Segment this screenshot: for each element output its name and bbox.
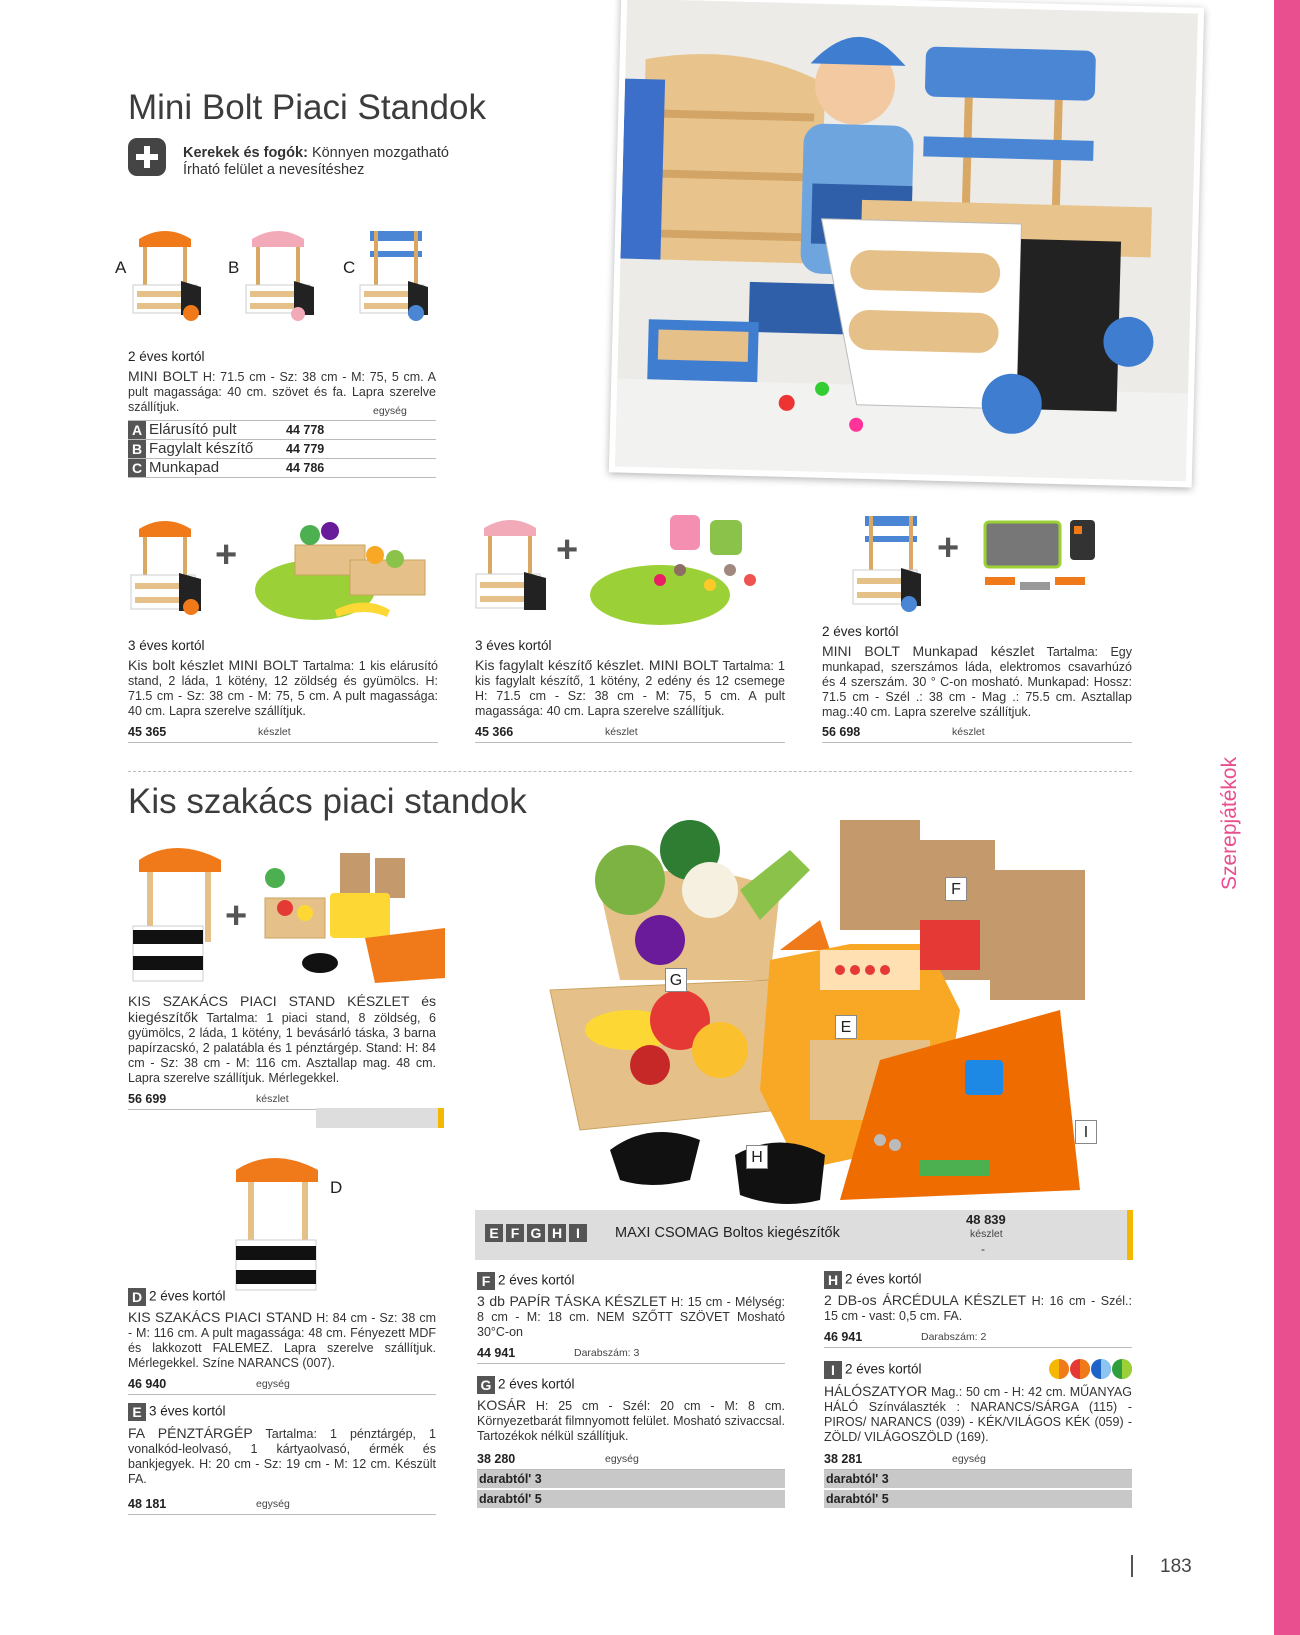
item-h-letter: H	[824, 1271, 842, 1289]
maxi-accent-bar	[1127, 1210, 1133, 1260]
item-f-age: 2 éves kortól	[498, 1272, 575, 1288]
variant-label-c: C	[343, 258, 356, 277]
item-g-tier-5: darabtól' 5	[477, 1490, 785, 1508]
item-f-header	[477, 1272, 575, 1290]
section1-age: 2 éves kortól	[128, 349, 205, 364]
item-g-unit: egység	[605, 1453, 639, 1465]
section2-set-image	[125, 838, 450, 988]
page-number: 183	[1160, 1556, 1192, 1577]
item-h-unit: Darabszám: 2	[921, 1331, 987, 1343]
hero-photo-illustration	[615, 0, 1198, 481]
set3-code: 56 698	[822, 725, 861, 739]
item-g-header	[477, 1376, 575, 1394]
item-d-desc: H: 84 cm - Sz: 38 cm - M: 116 cm. A pult magassága: 48 cm. Fényezett MDF és lakkozott FALEMEZ. Lapra szerelve szállítjuk. Mérlegekkel. Színe NARANCS (007).	[128, 1311, 436, 1370]
photo-tag-f: F	[945, 877, 967, 901]
item-h-desc: H: 16 cm - Szél.: 15 cm - vast: 0,5 cm. FA.	[824, 1294, 1132, 1323]
accessories-illustration	[540, 810, 1125, 1210]
maxi-letter: F	[506, 1224, 524, 1242]
set2-desc: Tartalma: 1 kis fagylalt készítő, 1 kötény, 2 edény és 12 csemege H: 71.5 cm - Sz: 38 cm - M: 75, 5 cm. A pult magassága: 40 cm. Lapra szerelve szállítjuk.	[475, 659, 785, 718]
item-e-header	[128, 1403, 226, 1421]
set3-image	[845, 512, 1105, 622]
item-h-age: 2 éves kortól	[845, 1271, 922, 1287]
stand-d-image	[228, 1148, 338, 1293]
set2-age: 3 éves kortól	[475, 638, 552, 653]
item-e-description	[128, 1426, 436, 1487]
product-name: MINI BOLT	[128, 368, 199, 384]
section2-title: Kis szakács piaci standok	[128, 782, 527, 821]
item-d-header	[128, 1288, 226, 1306]
maxi-letter: G	[527, 1224, 545, 1242]
item-g-description	[477, 1398, 785, 1444]
item-i-name: HÁLÓSZATYOR	[824, 1383, 928, 1399]
item-d-unit: egység	[256, 1378, 290, 1390]
svg-text:+: +	[556, 529, 579, 571]
hero-photo	[609, 0, 1204, 488]
section2-set-desc: Tartalma: 1 piaci stand, 8 zöldség, 6 gyümölcs, 2 láda, 1 kötény, 1 bevásárló táska, 3 barna papírzacskó, 2 palatábla és 1 pénztárgép. Stand: H: 84 cm - Sz: 38 cm - M: 116 cm. Asztallap mag. 48 cm. Lapra szerelve szállítjuk. Mérlegekkel.	[128, 1011, 436, 1085]
item-d-description	[128, 1310, 436, 1371]
variant-name: Fagylalt készítő	[149, 440, 254, 458]
accessories-photo	[540, 810, 1125, 1210]
set1-name: Kis bolt készlet MINI BOLT	[128, 657, 299, 673]
set2-code-row	[475, 723, 785, 743]
photo-tag-i: I	[1075, 1120, 1097, 1144]
item-f-code: 44 941	[477, 1346, 516, 1360]
item-e-unit: egység	[256, 1498, 290, 1510]
item-e-code-row	[128, 1495, 436, 1515]
section2-set-description	[128, 994, 436, 1086]
item-e-name: FA PÉNZTÁRGÉP	[128, 1425, 253, 1441]
item-d-name: KIS SZAKÁCS PIACI STAND	[128, 1309, 313, 1325]
item-g-age: 2 éves kortól	[498, 1376, 575, 1392]
item-d-code: 46 940	[128, 1377, 167, 1391]
maxi-letter: H	[548, 1224, 566, 1242]
item-i-unit: egység	[952, 1453, 986, 1465]
item-i-code: 38 281	[824, 1452, 863, 1466]
set1-code-row	[128, 723, 438, 743]
item-f-name: 3 db PAPÍR TÁSKA KÉSZLET	[477, 1293, 667, 1309]
variant-label-b: B	[228, 258, 240, 277]
item-g-code: 38 280	[477, 1452, 516, 1466]
item-g-tier-3: darabtól' 3	[477, 1470, 785, 1488]
item-e-age: 3 éves kortól	[149, 1403, 226, 1419]
item-i-code-row	[824, 1450, 1132, 1470]
svg-text:+: +	[937, 527, 960, 569]
unit-header: egység	[373, 405, 407, 417]
set2-name: Kis fagylalt készítő készlet. MINI BOLT	[475, 657, 719, 673]
set2-code: 45 366	[475, 725, 514, 739]
variant-letter: A	[128, 421, 146, 439]
item-g-desc: H: 25 cm - Szél: 20 cm - M: 8 cm. Környezetbarát filmnyomott felület. Mosható szivaccsal. Tartozékok nélkül szállítjuk.	[477, 1399, 785, 1443]
set2-image	[470, 510, 790, 635]
item-d-letter: D	[128, 1288, 146, 1306]
variant-label-a: A	[115, 258, 127, 277]
section2-set-code-row	[128, 1090, 436, 1110]
set1-description	[128, 658, 438, 719]
item-i-tier-3: darabtól' 3	[824, 1470, 1132, 1488]
item-e-desc: Tartalma: 1 pénztárgép, 1 vonalkód-leolvasó, 1 kártyaolvasó, érmék és bankjegyek. H: 20 cm - Sz: 19 cm - M: 12 cm. Készült FA.	[128, 1427, 437, 1486]
maxi-letter: I	[569, 1224, 587, 1242]
price-accent-bar	[438, 1108, 444, 1128]
item-f-code-row	[477, 1344, 785, 1364]
variant-name: Munkapad	[149, 459, 220, 477]
item-h-description	[824, 1293, 1132, 1324]
maxi-dash: -	[981, 1242, 985, 1256]
item-f-unit: Darabszám: 3	[574, 1347, 640, 1359]
price-placeholder-bar	[316, 1108, 438, 1128]
set1-age: 3 éves kortól	[128, 638, 205, 653]
item-i-description	[824, 1384, 1132, 1445]
set3-description	[822, 644, 1132, 720]
item-e-code: 48 181	[128, 1497, 167, 1511]
variant-code: 44 786	[286, 461, 325, 475]
item-h-code-row	[824, 1328, 1132, 1348]
feature-note	[183, 145, 449, 179]
maxi-letter: E	[485, 1224, 503, 1242]
plus-icon	[128, 138, 166, 176]
item-h-code: 46 941	[824, 1330, 863, 1344]
item-g-name: KOSÁR	[477, 1397, 527, 1413]
set2-unit: készlet	[605, 726, 638, 738]
item-i-desc: Mag.: 50 cm - H: 42 cm. MŰANYAG HÁLÓ Színválaszték : NARANCS/SÁRGA (115) - PIROS/ NARANCS (039) - KÉK/VILÁGOS KÉK (059) - ZÖLD/ VILÁGOSZÖLD (169).	[824, 1385, 1132, 1444]
section-divider	[128, 771, 1132, 772]
maxi-code: 48 839	[966, 1212, 1006, 1227]
set1-unit: készlet	[258, 726, 291, 738]
photo-tag-e: E	[835, 1015, 857, 1039]
set1-desc: Tartalma: 1 kis elárusító stand, 2 láda, 1 kötény, 12 zöldség és gyümölcs. H: 71.5 cm - Sz: 38 cm - M: 75, 5 cm. A pult magassága: 40 cm. Lapra szerelve szállítjuk.	[128, 659, 438, 718]
item-f-desc: H: 15 cm - Mélység: 8 cm - M: 18 cm. NEM SZŐTT SZÖVET Mosható 30°C-on	[477, 1295, 785, 1339]
variant-letter: B	[128, 440, 146, 458]
table-row	[128, 459, 436, 478]
page-number-divider	[1131, 1555, 1133, 1577]
svg-text:+: +	[225, 895, 248, 937]
item-f-letter: F	[477, 1272, 495, 1290]
section1-title: Mini Bolt Piaci Standok	[128, 88, 486, 127]
color-swatches-icon	[1048, 1358, 1134, 1380]
section-side-label: Szerepjátékok	[1218, 756, 1241, 890]
stand-c-image	[352, 225, 442, 325]
svg-text:+: +	[215, 534, 238, 576]
set1-image	[125, 515, 445, 635]
variant-code: 44 779	[286, 442, 325, 456]
item-i-header	[824, 1361, 922, 1379]
set2-description	[475, 658, 785, 719]
item-i-tier-5: darabtól' 5	[824, 1490, 1132, 1508]
set3-name: MINI BOLT Munkapad készlet	[822, 643, 1035, 659]
item-h-name: 2 DB-os ÁRCÉDULA KÉSZLET	[824, 1292, 1027, 1308]
photo-tag-h: H	[746, 1145, 768, 1169]
maxi-package-bar	[475, 1210, 1127, 1260]
variant-letter: C	[128, 459, 146, 477]
item-g-letter: G	[477, 1376, 495, 1394]
variant-table	[128, 420, 436, 478]
item-e-letter: E	[128, 1403, 146, 1421]
item-f-description	[477, 1294, 785, 1340]
item-g-code-row	[477, 1450, 785, 1470]
product-desc: H: 71.5 cm - Sz: 38 cm - M: 75, 5 cm. A pult magassága: 40 cm. szövet és fa. Lapra szerelve szállítjuk.	[128, 370, 436, 414]
stand-b-image	[238, 225, 328, 325]
item-d-age: 2 éves kortól	[149, 1288, 226, 1304]
section2-set-unit: készlet	[256, 1093, 289, 1105]
stand-a-image	[125, 225, 215, 325]
table-row	[128, 421, 436, 440]
set3-unit: készlet	[952, 726, 985, 738]
section2-set-name: KIS SZAKÁCS PIACI STAND KÉSZLET és kiegészítők	[128, 993, 436, 1025]
table-row	[128, 440, 436, 459]
maxi-name: MAXI CSOMAG Boltos kiegészítők	[615, 1225, 840, 1241]
set3-age: 2 éves kortól	[822, 624, 899, 639]
maxi-unit: készlet	[970, 1228, 1003, 1240]
set1-code: 45 365	[128, 725, 167, 739]
variant-code: 44 778	[286, 423, 325, 437]
variant-name: Elárusító pult	[149, 421, 237, 439]
feature-text: Könnyen mozgatható	[307, 145, 449, 161]
item-h-header	[824, 1271, 922, 1289]
item-i-letter: I	[824, 1361, 842, 1379]
stand-d-label: D	[330, 1178, 343, 1197]
side-accent-bar	[1274, 0, 1300, 1635]
set3-code-row	[822, 723, 1132, 743]
item-i-age: 2 éves kortól	[845, 1361, 922, 1377]
item-d-code-row	[128, 1375, 436, 1395]
photo-tag-g: G	[665, 968, 687, 992]
feature-bold: Kerekek és fogók:	[183, 145, 308, 161]
feature-text-2: Írható felület a nevesítéshez	[183, 162, 365, 178]
set3-desc: Tartalma: Egy munkapad, szerszámos láda, elektromos csavarhúzó és 4 szerszám. 30 ° C-on mosható. Munkapad: Hossz: 71.5 cm - Szél .: 38 cm - Mag .: 75.5 cm. Asztallap mag.:40 cm. Lapra szerelve szállítjuk.	[822, 645, 1132, 719]
section2-set-code: 56 699	[128, 1092, 167, 1106]
